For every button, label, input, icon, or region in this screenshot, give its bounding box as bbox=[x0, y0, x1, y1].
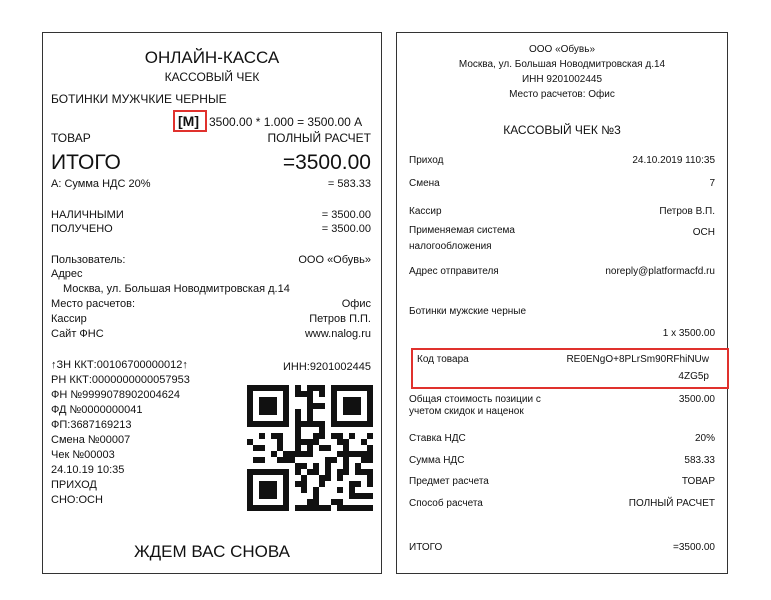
company-inn: ИНН 9201002445 bbox=[521, 74, 603, 85]
detail-value: 20% bbox=[694, 433, 715, 444]
code-label: Код товара bbox=[417, 354, 469, 365]
settlement-place: Место расчетов: Офис bbox=[509, 89, 615, 100]
qr-module bbox=[271, 493, 277, 499]
detail-label: Сумма НДС bbox=[409, 455, 465, 466]
qr-module bbox=[367, 421, 373, 427]
info-row-value: 24.10.2019 110:35 bbox=[632, 155, 715, 166]
receipt-number-title: КАССОВЫЙ ЧЕК №3 bbox=[503, 123, 621, 137]
rn-kkt: РН ККТ:0000000000057953 bbox=[51, 374, 190, 386]
vat-value: = 583.33 bbox=[327, 178, 371, 190]
qr-module bbox=[271, 409, 277, 415]
datetime: 24.10.19 10:35 bbox=[51, 464, 125, 476]
qr-module bbox=[325, 475, 331, 481]
detail-value: 583.33 bbox=[684, 455, 715, 466]
info-row-value: ОСН bbox=[692, 227, 715, 238]
qr-module bbox=[367, 481, 373, 487]
item-qty-price: 1 x 3500.00 bbox=[662, 328, 715, 339]
info-row-value: noreply@platformacfd.ru bbox=[605, 266, 715, 277]
qr-module bbox=[349, 433, 355, 439]
qr-module bbox=[259, 433, 265, 439]
check-number: Чек №00003 bbox=[51, 449, 115, 461]
qr-module bbox=[325, 505, 331, 511]
total-value: =3500.00 bbox=[673, 542, 715, 553]
left-receipt bbox=[42, 32, 382, 574]
address-value: Москва, ул. Большая Новодмитровская д.14 bbox=[63, 283, 290, 295]
payment-type: ПОЛНЫЙ РАСЧЕТ bbox=[267, 131, 371, 145]
code-value-line1: RE0ENgO+8PLrSm90RFhiNUw bbox=[566, 354, 709, 365]
qr-code bbox=[247, 385, 373, 511]
detail-label: Ставка НДС bbox=[409, 433, 466, 444]
cashier-label: Кассир bbox=[51, 313, 87, 325]
shift-number: Смена №00007 bbox=[51, 434, 131, 446]
goods-label: ТОВАР bbox=[51, 131, 91, 145]
item-name: Ботинки мужские черные bbox=[409, 306, 527, 317]
info-row-label: Адрес отправителя bbox=[409, 266, 499, 277]
qr-module bbox=[283, 421, 289, 427]
zn-kkt: ↑ЗН ККТ:00106700000012↑ bbox=[51, 359, 188, 371]
info-row-label: Смена bbox=[409, 178, 440, 189]
qr-module bbox=[331, 457, 337, 463]
qr-module bbox=[319, 433, 325, 439]
user-label: Пользователь: bbox=[51, 254, 126, 266]
company-name: ООО «Обувь» bbox=[528, 44, 596, 55]
user-value: ООО «Обувь» bbox=[298, 254, 371, 266]
total-label: ИТОГО bbox=[51, 151, 121, 174]
qr-module bbox=[343, 469, 349, 475]
qr-module bbox=[367, 505, 373, 511]
fns-value: www.nalog.ru bbox=[304, 328, 371, 340]
qr-module bbox=[355, 481, 361, 487]
fd-number: ФД №0000000041 bbox=[51, 404, 143, 416]
cash-value: = 3500.00 bbox=[321, 209, 371, 221]
info-row-label: Приход bbox=[409, 155, 444, 166]
sno: СНО:ОСН bbox=[51, 494, 103, 506]
fns-label: Сайт ФНС bbox=[51, 328, 104, 340]
qr-module bbox=[367, 433, 373, 439]
detail-label: Способ расчета bbox=[409, 498, 483, 509]
detail-label: Общая стоимость позиции с bbox=[409, 394, 541, 405]
place-value: Офис bbox=[341, 298, 371, 310]
place-label: Место расчетов: bbox=[51, 298, 136, 310]
code-value-line2: 4ZG5p bbox=[678, 371, 709, 382]
detail-value: ТОВАР bbox=[681, 476, 715, 487]
qr-module bbox=[355, 409, 361, 415]
fn-number: ФН №9999078902004624 bbox=[51, 389, 181, 401]
qr-module bbox=[367, 493, 373, 499]
info-row-value: Петров В.П. bbox=[659, 206, 715, 217]
received-value: = 3500.00 bbox=[321, 223, 371, 235]
address-label: Адрес bbox=[51, 268, 83, 280]
total-value: =3500.00 bbox=[282, 151, 371, 174]
received-label: ПОЛУЧЕНО bbox=[51, 223, 113, 235]
qr-module bbox=[337, 475, 343, 481]
receipt-subtitle: КАССОВЫЙ ЧЕК bbox=[164, 70, 260, 84]
info-row-label-line2: налогообложения bbox=[409, 241, 492, 252]
total-label: ИТОГО bbox=[409, 542, 443, 553]
qr-module bbox=[319, 391, 325, 397]
info-row-label: Кассир bbox=[409, 206, 442, 217]
qr-module bbox=[283, 505, 289, 511]
qr-module bbox=[319, 481, 325, 487]
inn: ИНН:9201002445 bbox=[282, 361, 371, 373]
qr-module bbox=[319, 403, 325, 409]
qr-module bbox=[307, 451, 313, 457]
company-address: Москва, ул. Большая Новодмитровская д.14 bbox=[458, 59, 666, 70]
price-line: 3500.00 * 1.000 = 3500.00 А bbox=[209, 115, 363, 129]
detail-label: Предмет расчета bbox=[409, 476, 489, 487]
vat-label: А: Сумма НДС 20% bbox=[51, 178, 151, 190]
detail-label-line2: учетом скидок и наценок bbox=[409, 406, 524, 417]
detail-value: ПОЛНЫЙ РАСЧЕТ bbox=[628, 498, 715, 509]
qr-module bbox=[367, 457, 373, 463]
qr-module bbox=[259, 445, 265, 451]
footer-text: ЖДЕМ ВАС СНОВА bbox=[133, 542, 291, 561]
right-receipt bbox=[396, 32, 728, 574]
cashier-value: Петров П.П. bbox=[309, 313, 371, 325]
qr-module bbox=[301, 487, 307, 493]
item-name: БОТИНКИ МУЖЧКИЕ ЧЕРНЫЕ bbox=[51, 92, 227, 106]
fp-number: ФП:3687169213 bbox=[51, 419, 132, 431]
receipt-title: ОНЛАЙН-КАССА bbox=[144, 48, 280, 67]
info-row-label: Применяемая система bbox=[409, 225, 515, 236]
qr-module bbox=[259, 457, 265, 463]
cash-label: НАЛИЧНЫМИ bbox=[51, 209, 124, 221]
detail-value: 3500.00 bbox=[678, 394, 715, 405]
qr-module bbox=[337, 487, 343, 493]
marking-tag: [M] bbox=[178, 113, 199, 129]
info-row-value: 7 bbox=[709, 178, 715, 189]
operation: ПРИХОД bbox=[51, 479, 97, 491]
qr-module bbox=[325, 445, 331, 451]
